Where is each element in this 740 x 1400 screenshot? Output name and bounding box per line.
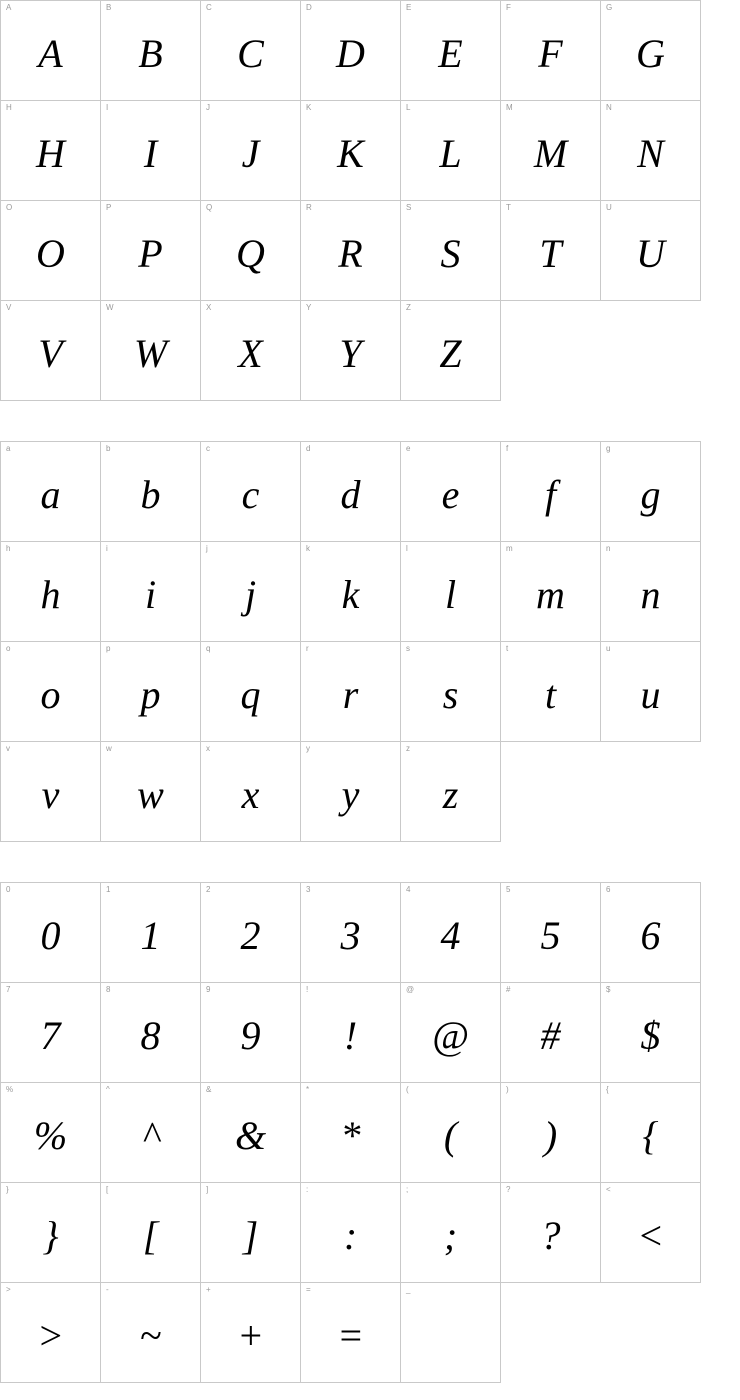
glyph-sample: [ (142, 1213, 159, 1258)
glyph-sample: > (37, 1313, 64, 1358)
glyph-cell[interactable] (301, 883, 401, 983)
glyph-sample: T (539, 231, 562, 276)
glyph-sample: f (544, 472, 557, 517)
glyph-code-label: e (406, 444, 411, 453)
glyph-code-label: B (106, 3, 112, 12)
glyph-cell[interactable] (401, 1183, 501, 1283)
glyph-cell[interactable] (201, 883, 301, 983)
glyph-sample: Q (236, 231, 265, 276)
glyph-sample: w (137, 772, 164, 817)
glyph-sample (401, 1283, 500, 1382)
glyph-code-label: ^ (106, 1085, 110, 1094)
glyph-cell[interactable] (1, 883, 101, 983)
glyph-sample: t (544, 672, 557, 717)
glyph-code-label: U (606, 203, 612, 212)
glyph-cell[interactable] (401, 983, 501, 1083)
glyph-sample: ? (540, 1213, 561, 1258)
glyph-code-label: 7 (6, 985, 11, 994)
glyph-code-label: ! (306, 985, 309, 994)
glyph-cell[interactable] (101, 983, 201, 1083)
glyph-cell[interactable] (1, 742, 101, 842)
glyph-code-label: o (6, 644, 11, 653)
glyph-code-label: N (606, 103, 612, 112)
glyph-sample: Z (439, 331, 462, 376)
glyph-cell[interactable] (401, 642, 501, 742)
glyph-sample: W (133, 331, 168, 376)
glyph-cell[interactable] (401, 883, 501, 983)
glyph-sample: ^ (142, 1113, 159, 1158)
empty-cell (601, 1283, 701, 1383)
glyph-code-label: a (6, 444, 11, 453)
glyph-code-label: V (6, 303, 12, 312)
glyph-code-label: w (106, 744, 112, 753)
glyph-sample: F (538, 31, 563, 76)
glyph-sample: * (340, 1113, 361, 1158)
glyph-cell[interactable] (301, 201, 401, 301)
glyph-cell[interactable] (101, 101, 201, 201)
glyph-sample: ) (543, 1113, 558, 1158)
glyph-code-label: $ (606, 985, 611, 994)
glyph-sample: : (343, 1213, 358, 1258)
glyph-sample: x (241, 772, 260, 817)
glyph-code-label: H (6, 103, 12, 112)
glyph-code-label: f (506, 444, 509, 453)
glyph-code-label: Q (206, 203, 213, 212)
glyph-sample: d (340, 472, 361, 517)
glyph-cell[interactable] (301, 101, 401, 201)
glyph-sample: 2 (240, 913, 261, 958)
glyph-code-label: & (206, 1085, 212, 1094)
glyph-code-label: E (406, 3, 412, 12)
glyph-sample: L (439, 131, 462, 176)
glyph-cell[interactable] (1, 642, 101, 742)
glyph-code-label: d (306, 444, 311, 453)
glyph-code-label: O (6, 203, 13, 212)
glyph-code-label: G (606, 3, 613, 12)
glyph-code-label: u (606, 644, 611, 653)
glyph-sample: @ (432, 1013, 469, 1058)
glyph-sample: $ (640, 1013, 661, 1058)
empty-cell (501, 742, 601, 842)
glyph-cell[interactable] (201, 642, 301, 742)
glyph-cell[interactable] (1, 542, 101, 642)
glyph-code-label: X (206, 303, 212, 312)
glyph-cell[interactable] (201, 983, 301, 1083)
glyph-code-label: { (606, 1085, 609, 1094)
glyph-sample: ( (443, 1113, 458, 1158)
glyph-code-label: k (306, 544, 310, 553)
symbols-grid (0, 882, 701, 1383)
glyph-code-label: s (406, 644, 410, 653)
glyph-code-label: ( (406, 1085, 409, 1094)
glyph-code-label: 4 (406, 885, 411, 894)
glyph-cell[interactable] (1, 1083, 101, 1183)
glyph-code-label: c (206, 444, 210, 453)
glyph-sample: g (640, 472, 661, 517)
glyph-cell[interactable] (101, 201, 201, 301)
glyph-code-label: h (6, 544, 11, 553)
glyph-sample: r (342, 672, 359, 717)
glyph-sample: 4 (440, 913, 461, 958)
glyph-cell[interactable] (501, 201, 601, 301)
glyph-cell[interactable] (501, 883, 601, 983)
glyph-sample: & (234, 1113, 267, 1158)
glyph-cell[interactable] (301, 983, 401, 1083)
glyph-cell[interactable] (601, 983, 701, 1083)
glyph-sample: I (143, 131, 158, 176)
glyph-cell[interactable] (501, 542, 601, 642)
glyph-cell[interactable] (301, 1183, 401, 1283)
glyph-cell[interactable] (101, 301, 201, 401)
glyph-code-label: : (306, 1185, 309, 1194)
glyph-sample: G (636, 31, 665, 76)
glyph-code-label: t (506, 644, 509, 653)
glyph-code-label: g (606, 444, 611, 453)
glyph-cell[interactable] (601, 442, 701, 542)
glyph-code-label: P (106, 203, 112, 212)
glyph-code-label: i (106, 544, 108, 553)
uppercase-grid (0, 0, 701, 401)
glyph-sample: o (40, 672, 61, 717)
glyph-cell[interactable] (101, 442, 201, 542)
glyph-cell[interactable] (1, 1183, 101, 1283)
symbols-section (0, 882, 740, 1383)
glyph-sample: 8 (140, 1013, 161, 1058)
glyph-cell[interactable] (301, 301, 401, 401)
glyph-sample: C (237, 31, 264, 76)
glyph-cell[interactable] (501, 1183, 601, 1283)
glyph-cell[interactable] (201, 101, 301, 201)
glyph-code-label: > (6, 1285, 11, 1294)
glyph-sample: U (636, 231, 665, 276)
glyph-sample: e (441, 472, 460, 517)
glyph-cell[interactable] (601, 1183, 701, 1283)
empty-cell (501, 1283, 601, 1383)
glyph-sample: { (642, 1113, 659, 1158)
glyph-cell[interactable] (501, 642, 601, 742)
glyph-cell[interactable] (301, 542, 401, 642)
glyph-cell[interactable] (301, 1083, 401, 1183)
glyph-code-label: l (406, 544, 408, 553)
glyph-sample: q (240, 672, 261, 717)
glyph-cell[interactable] (601, 642, 701, 742)
glyph-code-label: 8 (106, 985, 111, 994)
glyph-cell[interactable] (101, 1283, 201, 1383)
glyph-cell[interactable] (101, 1183, 201, 1283)
glyph-sample: 7 (40, 1013, 61, 1058)
glyph-code-label: = (306, 1285, 311, 1294)
glyph-sample: j (244, 572, 257, 617)
glyph-cell[interactable] (501, 101, 601, 201)
glyph-code-label: r (306, 644, 309, 653)
glyph-code-label: 6 (606, 885, 611, 894)
glyph-sample: O (36, 231, 65, 276)
glyph-sample: } (42, 1213, 59, 1258)
glyph-cell[interactable] (1, 201, 101, 301)
glyph-cell[interactable] (201, 301, 301, 401)
empty-cell (501, 301, 601, 401)
glyph-code-label: T (506, 203, 511, 212)
glyph-sample: # (540, 1013, 561, 1058)
glyph-code-label: + (206, 1285, 211, 1294)
glyph-code-label: q (206, 644, 211, 653)
glyph-cell[interactable] (201, 201, 301, 301)
section-gap (0, 401, 740, 441)
uppercase-section (0, 0, 740, 401)
glyph-sample: 9 (240, 1013, 261, 1058)
glyph-sample: H (36, 131, 65, 176)
glyph-sample: + (237, 1313, 264, 1358)
glyph-code-label: < (606, 1185, 611, 1194)
glyph-code-label: b (106, 444, 111, 453)
glyph-sample: s (442, 672, 459, 717)
glyph-sample: V (38, 331, 63, 376)
glyph-cell[interactable] (101, 742, 201, 842)
glyph-code-label: 3 (306, 885, 311, 894)
glyph-cell[interactable] (301, 442, 401, 542)
glyph-sample: a (40, 472, 61, 517)
glyph-cell[interactable] (501, 983, 601, 1083)
glyph-sample: ; (443, 1213, 458, 1258)
glyph-cell[interactable] (401, 1283, 501, 1383)
glyph-cell[interactable] (401, 742, 501, 842)
glyph-sample: ! (343, 1013, 358, 1058)
glyph-sample: % (33, 1113, 68, 1158)
glyph-sample: K (337, 131, 364, 176)
glyph-cell[interactable] (601, 201, 701, 301)
glyph-code-label: C (206, 3, 212, 12)
glyph-cell[interactable] (501, 1083, 601, 1183)
glyph-cell[interactable] (101, 1083, 201, 1183)
glyph-cell[interactable] (501, 1, 601, 101)
glyph-cell[interactable] (201, 442, 301, 542)
glyph-cell[interactable] (101, 642, 201, 742)
glyph-sample: u (640, 672, 661, 717)
glyph-cell[interactable] (601, 1, 701, 101)
glyph-sample: M (533, 131, 568, 176)
glyph-sample: E (438, 31, 463, 76)
glyph-cell[interactable] (1, 1283, 101, 1383)
glyph-code-label: M (506, 103, 513, 112)
glyph-cell[interactable] (401, 301, 501, 401)
glyph-sample: J (241, 131, 260, 176)
glyph-code-label: J (206, 103, 210, 112)
glyph-cell[interactable] (401, 201, 501, 301)
glyph-code-label: 9 (206, 985, 211, 994)
glyph-sample: k (341, 572, 360, 617)
glyph-code-label: 0 (6, 885, 11, 894)
glyph-code-label: # (506, 985, 511, 994)
glyph-cell[interactable] (101, 883, 201, 983)
glyph-sample: A (38, 31, 63, 76)
glyph-code-label: [ (106, 1185, 109, 1194)
glyph-sample: = (337, 1313, 364, 1358)
glyph-sample: n (640, 572, 661, 617)
glyph-cell[interactable] (1, 442, 101, 542)
glyph-cell[interactable] (501, 442, 601, 542)
glyph-cell[interactable] (601, 542, 701, 642)
glyph-cell[interactable] (201, 542, 301, 642)
glyph-sample: R (338, 231, 363, 276)
glyph-code-label: ; (406, 1185, 409, 1194)
glyph-sample: 1 (140, 913, 161, 958)
glyph-cell[interactable] (301, 742, 401, 842)
glyph-sample: Y (339, 331, 362, 376)
glyph-code-label: Z (406, 303, 411, 312)
lowercase-grid (0, 441, 701, 842)
glyph-cell[interactable] (1, 983, 101, 1083)
glyph-cell[interactable] (201, 1, 301, 101)
glyph-sample: X (238, 331, 263, 376)
glyph-sample: S (440, 231, 461, 276)
glyph-code-label: y (306, 744, 310, 753)
glyph-cell[interactable] (601, 1083, 701, 1183)
glyph-code-label: S (406, 203, 412, 212)
glyph-code-label: } (6, 1185, 9, 1194)
glyph-code-label: ) (506, 1085, 509, 1094)
glyph-sample: c (241, 472, 260, 517)
glyph-cell[interactable] (401, 101, 501, 201)
glyph-code-label: 5 (506, 885, 511, 894)
glyph-code-label: ] (206, 1185, 209, 1194)
glyph-sample: B (138, 31, 163, 76)
glyph-cell[interactable] (301, 1283, 401, 1383)
glyph-code-label: Y (306, 303, 312, 312)
glyph-code-label: D (306, 3, 312, 12)
glyph-code-label: j (206, 544, 208, 553)
glyph-code-label: z (406, 744, 410, 753)
glyph-sample: N (637, 131, 664, 176)
glyph-sample: D (336, 31, 365, 76)
glyph-code-label: ? (506, 1185, 511, 1194)
glyph-cell[interactable] (201, 742, 301, 842)
glyph-cell[interactable] (401, 1, 501, 101)
empty-cell (601, 301, 701, 401)
glyph-code-label: W (106, 303, 114, 312)
glyph-sample: 3 (340, 913, 361, 958)
glyph-sample: h (40, 572, 61, 617)
glyph-code-label: % (6, 1085, 14, 1094)
glyph-code-label: p (106, 644, 111, 653)
lowercase-section (0, 441, 740, 842)
glyph-code-label: 2 (206, 885, 211, 894)
section-gap-2 (0, 842, 740, 882)
glyph-sample: < (637, 1213, 664, 1258)
glyph-cell[interactable] (401, 1083, 501, 1183)
glyph-code-label: - (106, 1285, 109, 1294)
glyph-code-label: x (206, 744, 210, 753)
glyph-code-label: m (506, 544, 513, 553)
glyph-cell[interactable] (601, 883, 701, 983)
glyph-cell[interactable] (401, 442, 501, 542)
glyph-code-label: 1 (106, 885, 111, 894)
glyph-cell[interactable] (101, 1, 201, 101)
glyph-sample: P (138, 231, 163, 276)
glyph-sample: i (144, 572, 157, 617)
glyph-sample: 6 (640, 913, 661, 958)
glyph-code-label: R (306, 203, 312, 212)
glyph-sample: z (442, 772, 459, 817)
glyph-code-label: @ (406, 985, 415, 994)
glyph-code-label: F (506, 3, 511, 12)
glyph-sample: y (341, 772, 360, 817)
glyph-sample: ] (242, 1213, 259, 1258)
glyph-code-label: * (306, 1085, 310, 1094)
glyph-sample: 0 (40, 913, 61, 958)
glyph-cell[interactable] (101, 542, 201, 642)
glyph-cell[interactable] (301, 1, 401, 101)
glyph-cell[interactable] (1, 1, 101, 101)
glyph-code-label: K (306, 103, 312, 112)
glyph-cell[interactable] (201, 1183, 301, 1283)
glyph-cell[interactable] (201, 1083, 301, 1183)
glyph-cell[interactable] (401, 542, 501, 642)
glyph-sample: ~ (139, 1313, 162, 1358)
empty-cell (601, 742, 701, 842)
glyph-sample: b (140, 472, 161, 517)
glyph-cell[interactable] (601, 101, 701, 201)
glyph-code-label: L (406, 103, 411, 112)
glyph-cell[interactable] (1, 301, 101, 401)
glyph-cell[interactable] (1, 101, 101, 201)
glyph-cell[interactable] (301, 642, 401, 742)
glyph-code-label: I (106, 103, 109, 112)
glyph-sample: l (444, 572, 457, 617)
glyph-code-label: _ (406, 1285, 411, 1294)
glyph-sample: p (140, 672, 161, 717)
glyph-sample: 5 (540, 913, 561, 958)
glyph-code-label: n (606, 544, 611, 553)
glyph-cell[interactable] (201, 1283, 301, 1383)
glyph-code-label: v (6, 744, 10, 753)
glyph-sample: v (41, 772, 60, 817)
glyph-code-label: A (6, 3, 12, 12)
glyph-sample: m (536, 572, 565, 617)
